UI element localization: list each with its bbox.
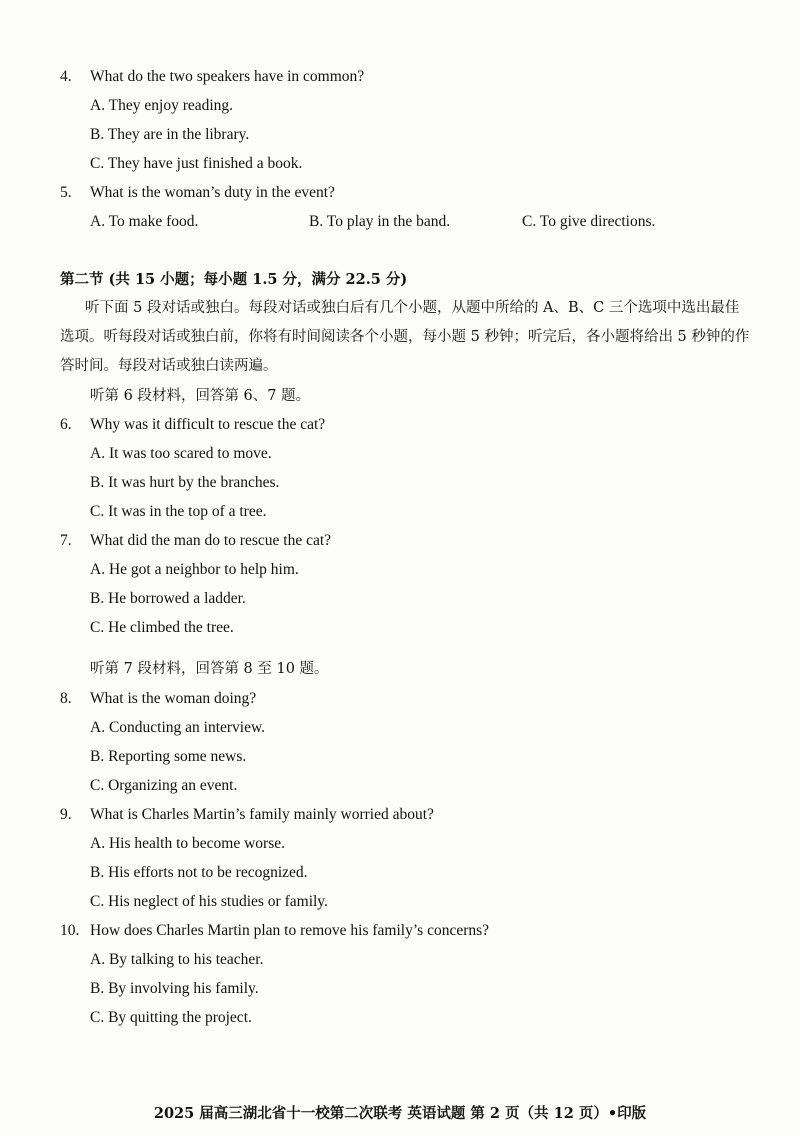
material-6-instruction: 听第 6 段材料，回答第 6、7 题。 bbox=[90, 388, 311, 404]
question-7-option-a: A. He got a neighbor to help him. bbox=[90, 561, 299, 578]
question-9-option-c: C. His neglect of his studies or family. bbox=[90, 893, 328, 910]
question-4-option-b: B. They are in the library. bbox=[90, 126, 250, 143]
question-6-number: 6. bbox=[60, 416, 72, 433]
question-9-number: 9. bbox=[60, 806, 72, 823]
section-heading: 第二节 (共 15 小题；每小题 1.5 分，满分 22.5 分) bbox=[60, 271, 408, 288]
question-9-option-a: A. His health to become worse. bbox=[90, 835, 285, 852]
question-6-text: Why was it difficult to rescue the cat? bbox=[90, 416, 326, 433]
question-5-number: 5. bbox=[60, 184, 72, 201]
question-6-option-a: A. It was too scared to move. bbox=[90, 445, 272, 462]
question-4-text: What do the two speakers have in common? bbox=[90, 68, 365, 85]
question-4-option-a: A. They enjoy reading. bbox=[90, 97, 234, 114]
question-4-number: 4. bbox=[60, 68, 72, 85]
question-6-option-c: C. It was in the top of a tree. bbox=[90, 503, 267, 520]
question-9-text: What is Charles Martin’s family mainly worried about? bbox=[90, 806, 434, 823]
question-10-number: 10. bbox=[60, 922, 80, 939]
question-5-text: What is the woman’s duty in the event? bbox=[90, 184, 335, 201]
question-6-option-b: B. It was hurt by the branches. bbox=[90, 474, 280, 491]
question-8-number: 8. bbox=[60, 690, 72, 707]
question-7-number: 7. bbox=[60, 532, 72, 549]
material-7-instruction: 听第 7 段材料，回答第 8 至 10 题。 bbox=[90, 661, 329, 677]
question-10-option-a: A. By talking to his teacher. bbox=[90, 951, 264, 968]
question-5-option-c: C. To give directions. bbox=[522, 213, 656, 230]
question-8-option-a: A. Conducting an interview. bbox=[90, 719, 266, 736]
page-footer: 2025 届高三湖北省十一校第二次联考 英语试题 第 2 页（共 12 页）•印版 bbox=[153, 1105, 647, 1122]
question-5-option-b: B. To play in the band. bbox=[309, 213, 451, 230]
question-5-option-a: A. To make food. bbox=[90, 213, 199, 230]
question-9-option-b: B. His efforts not to be recognized. bbox=[90, 864, 308, 881]
question-10-option-c: C. By quitting the project. bbox=[90, 1009, 252, 1026]
question-10-text: How does Charles Martin plan to remove his family’s concerns? bbox=[90, 922, 490, 939]
question-8-option-c: C. Organizing an event. bbox=[90, 777, 238, 794]
section-instructions: 听下面 5 段对话或独白。每段对话或独白后有几个小题，从题中所给的 A、B、C 三个选项中选出最佳选项。听每段对话或独白前，你将有时间阅读各个小题，每小题 5 秒钟；听完后，各小题将给出 5 秒钟的作答时间。每段对话或独白读两遍。 bbox=[60, 300, 750, 374]
question-10-option-b: B. By involving his family. bbox=[90, 980, 259, 997]
question-7-option-c: C. He climbed the tree. bbox=[90, 619, 234, 636]
question-7-option-b: B. He borrowed a ladder. bbox=[90, 590, 246, 607]
question-8-option-b: B. Reporting some news. bbox=[90, 748, 247, 765]
question-4-option-c: C. They have just finished a book. bbox=[90, 155, 303, 172]
question-8-text: What is the woman doing? bbox=[90, 690, 257, 707]
question-7-text: What did the man do to rescue the cat? bbox=[90, 532, 332, 549]
